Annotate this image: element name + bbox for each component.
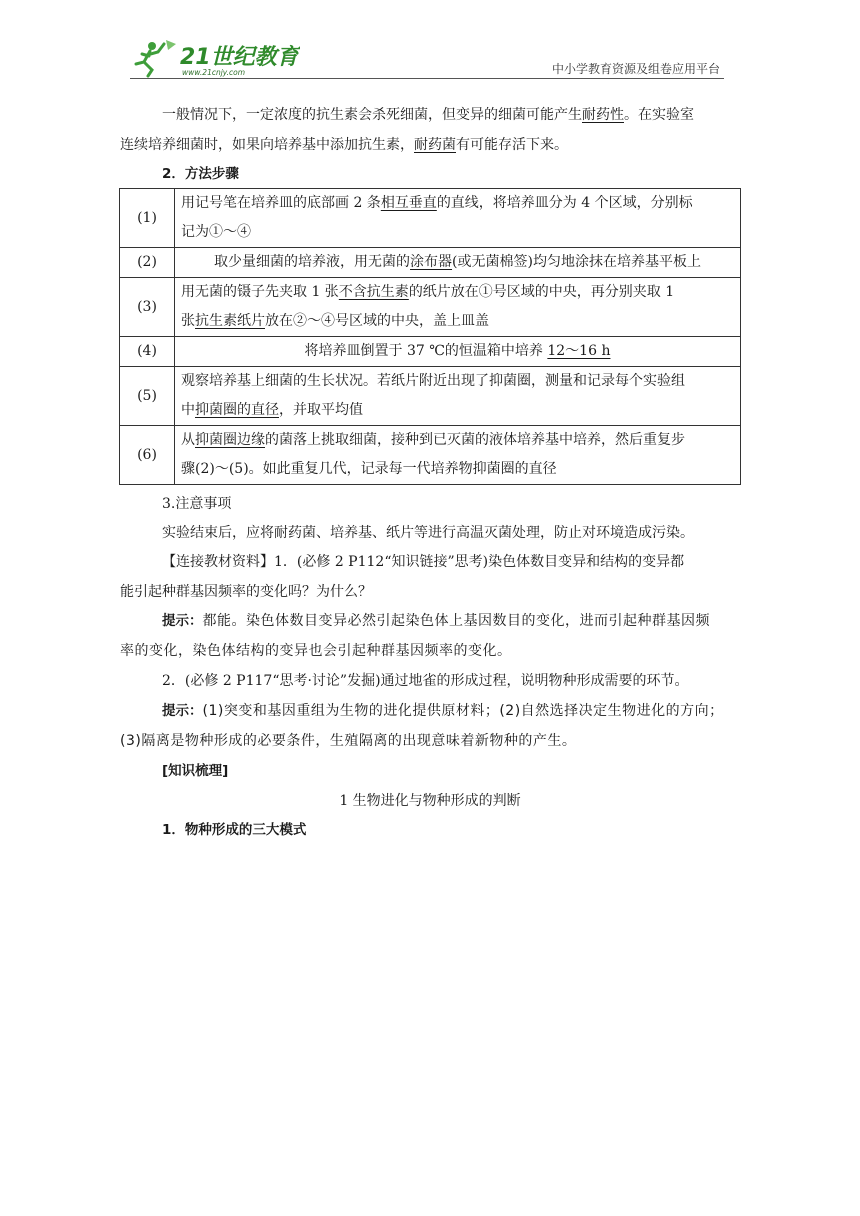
center-title: 1 生物进化与物种形成的判断 [339,793,521,809]
step-text: 将培养皿倒置于 37 ℃的恒温箱中培养 12～16 h [175,337,741,367]
step-text: 用无菌的镊子先夹取 1 张不含抗生素的纸片放在①号区域的中央，再分别夹取 1 张抗生素纸片放在②～④号区域的中央，盖上皿盖 [175,278,741,337]
notes-paragraph: 实验结束后，应将耐药菌、培养基、纸片等进行高温灭菌处理，防止对环境造成污染。 [162,525,694,541]
step-number: (5) [120,367,175,426]
table-row [120,278,741,337]
step-number: (3) [120,278,175,337]
logo-text: 21世纪教育 [180,45,299,70]
step-number: (4) [120,337,175,367]
question-2: 2．(必修 2 P117“思考·讨论”发掘)通过地雀的形成过程，说明物种形成需要的环节。 [162,673,689,689]
step-number: (1) [120,189,175,248]
table-row [120,189,741,248]
step-text: 取少量细菌的培养液，用无菌的涂布器(或无菌棉签)均匀地涂抹在培养基平板上 [175,248,741,278]
section-heading-methods: 2．方法步骤 [162,166,239,182]
step-number: (6) [120,426,175,485]
item-1-heading: 1．物种形成的三大模式 [162,822,307,838]
underlined-term: 耐药性 [582,107,624,123]
step-text: 观察培养基上细菌的生长状况。若纸片附近出现了抑菌圈，测量和记录每个实验组 中抑菌圈的直径，并取平均值 [175,367,741,426]
hint-2: 提示：(1)突变和基因重组为生物的进化提供原材料；(2)自然选择决定生物进化的方向； (3)隔离是物种形成的必要条件，生殖隔离的出现意味着新物种的产生。 [120,703,724,749]
table-row [120,248,741,278]
section-heading-notes: 3.注意事项 [162,496,232,512]
table-row [120,426,741,485]
logo [130,38,300,78]
header-rule [130,78,724,79]
knowledge-heading: [知识梳理] [162,763,229,779]
underlined-term: 耐药菌 [414,137,456,153]
step-text: 用记号笔在培养皿的底部画 2 条相互垂直的直线，将培养皿分为 4 个区域，分别标 记为①～④ [175,189,741,248]
step-number: (2) [120,248,175,278]
hint-1: 提示：都能。染色体数目变异必然引起染色体上基因数目的变化，进而引起种群基因频 率的变化，染色体结构的变异也会引起种群基因频率的变化。 [120,613,710,659]
table-row [120,367,741,426]
textbook-link-question: 【连接教材资料】1．(必修 2 P112“知识链接”思考)染色体数目变异和结构的变异都 能引起种群基因频率的变化吗？为什么？ [120,554,685,600]
step-text: 从抑菌圈边缘的菌落上挑取细菌，接种到已灭菌的液体培养基中培养，然后重复步 骤(2)～(5)。如此重复几代，记录每一代培养物抑菌圈的直径 [175,426,741,485]
table-row [120,337,741,367]
platform-title: 中小学教育资源及组卷应用平台 [551,62,720,76]
steps-table [119,188,741,485]
intro-paragraph: 一般情况下，一定浓度的抗生素会杀死细菌，但变异的细菌可能产生耐药性。在实验室 连续培养细菌时，如果向培养基中添加抗生素，耐药菌有可能存活下来。 [120,107,694,153]
page-header [130,36,724,82]
logo-url: www.21cnjy.com [182,68,246,77]
